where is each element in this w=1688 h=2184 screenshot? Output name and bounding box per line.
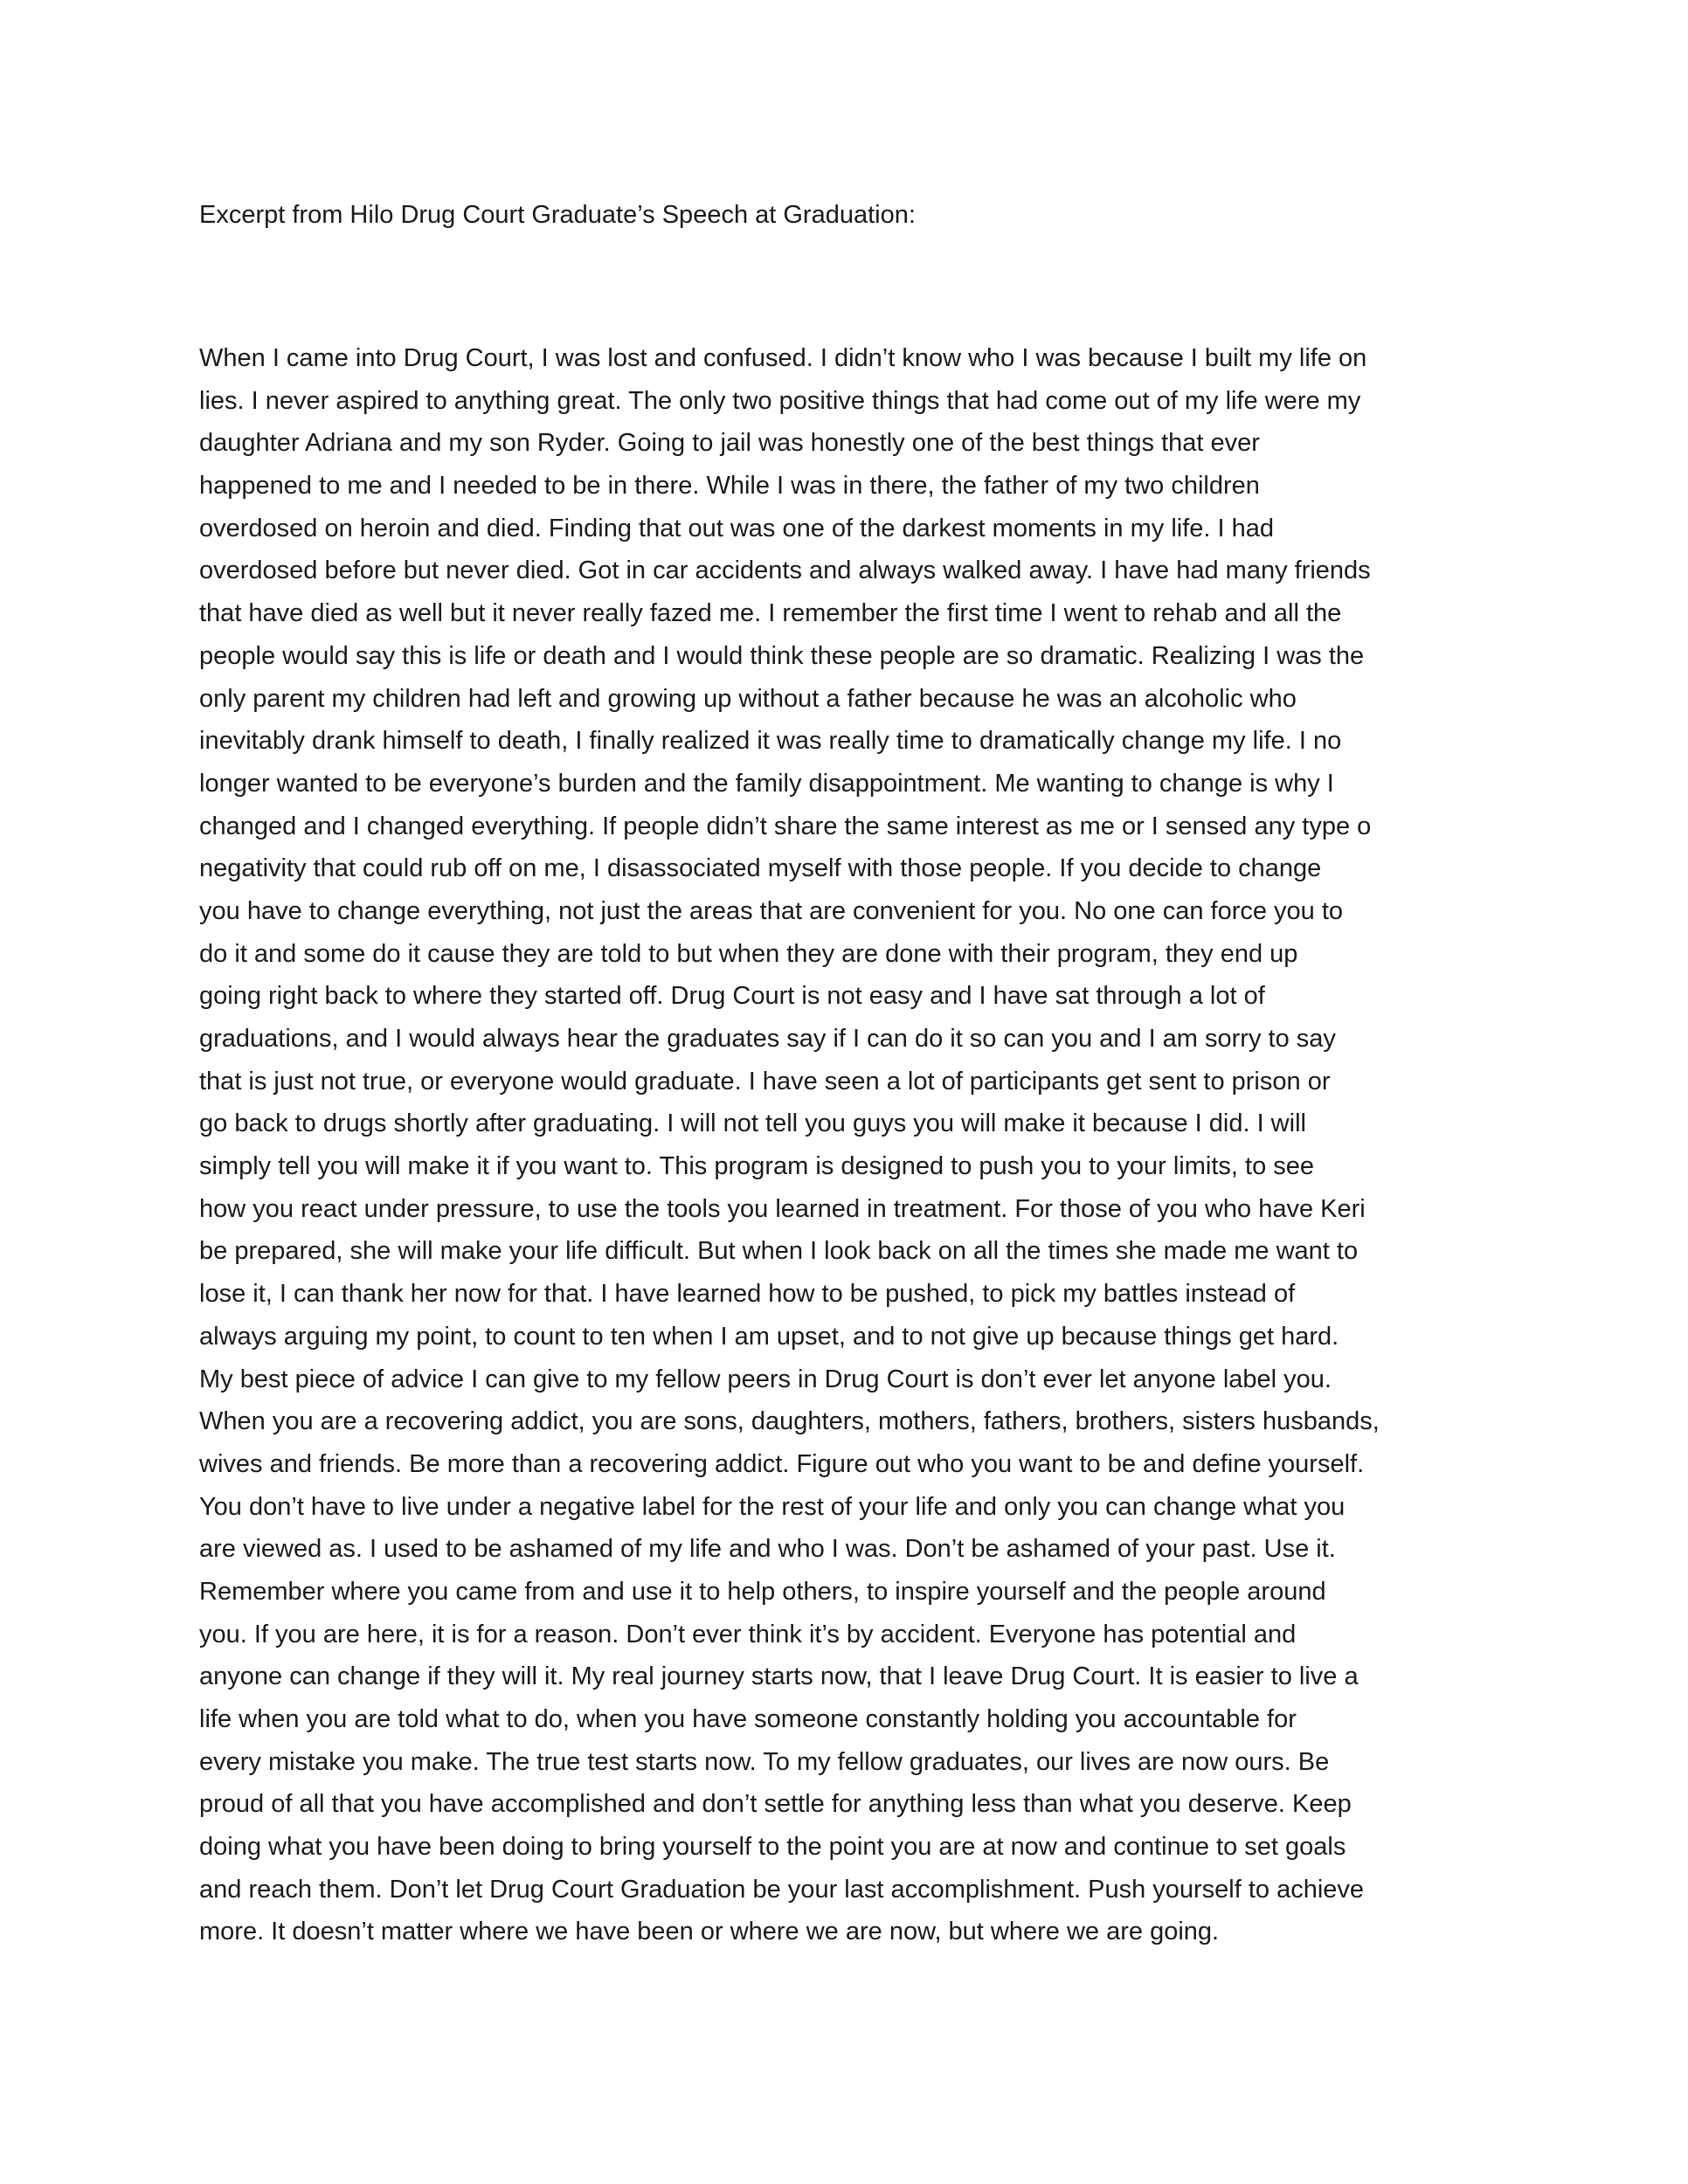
body-line: simply tell you will make it if you want to. This program is designed to push you to your limits, to see [199, 1152, 1315, 1181]
body-line: Remember where you came from and use it to help others, to inspire yourself and the people around [199, 1577, 1326, 1606]
body-line: always arguing my point, to count to ten when I am upset, and to not give up because things get hard. [199, 1322, 1339, 1351]
document-title: Excerpt from Hilo Drug Court Graduate’s Speech at Graduation: [199, 201, 916, 229]
body-line: inevitably drank himself to death, I finally realized it was really time to dramatically change my life. I no [199, 727, 1342, 756]
body-line: doing what you have been doing to bring yourself to the point you are at now and continue to set goals [199, 1833, 1346, 1862]
body-line: overdosed before but never died. Got in car accidents and always walked away. I have had many friends [199, 556, 1371, 585]
body-line: be prepared, she will make your life difficult. But when I look back on all the times she made me want to [199, 1237, 1359, 1266]
body-line: You don’t have to live under a negative label for the rest of your life and only you can change what you [199, 1492, 1346, 1521]
body-line: go back to drugs shortly after graduating. I will not tell you guys you will make it because I did. I will [199, 1109, 1306, 1138]
body-line: anyone can change if they will it. My real journey starts now, that I leave Drug Court. It is easier to live a [199, 1662, 1359, 1691]
body-line: you. If you are here, it is for a reason. Don’t ever think it’s by accident. Everyone has potential and [199, 1620, 1297, 1648]
body-line: happened to me and I needed to be in there. While I was in there, the father of my two children [199, 472, 1260, 501]
body-line: lies. I never aspired to anything great. The only two positive things that had come out of my life were my [199, 386, 1361, 415]
body-line: more. It doesn’t matter where we have been or where we are now, but where we are going. [199, 1918, 1220, 1946]
body-line: are viewed as. I used to be ashamed of my life and who I was. Don’t be ashamed of your past. Use it. [199, 1535, 1336, 1564]
body-line: daughter Adriana and my son Ryder. Going to jail was honestly one of the best things that ever [199, 429, 1260, 458]
body-line: lose it, I can thank her now for that. I have learned how to be pushed, to pick my battles instead of [199, 1280, 1296, 1309]
body-line: only parent my children had left and growing up without a father because he was an alcoholic who [199, 684, 1297, 713]
body-line: changed and I changed everything. If people didn’t share the same interest as me or I sensed any type o [199, 812, 1372, 840]
body-line: do it and some do it cause they are told to but when they are done with their program, they end up [199, 939, 1298, 968]
body-line: that have died as well but it never really fazed me. I remember the first time I went to rehab and all the [199, 599, 1342, 628]
speech-body [199, 337, 1527, 1953]
body-line: graduations, and I would always hear the graduates say if I can do it so can you and I am sorry to say [199, 1025, 1336, 1053]
body-line: you have to change everything, not just the areas that are convenient for you. No one can force you to [199, 896, 1344, 925]
body-line: going right back to where they started off. Drug Court is not easy and I have sat through a lot of [199, 982, 1265, 1011]
body-line: When I came into Drug Court, I was lost and confused. I didn’t know who I was because I built my life on [199, 344, 1367, 372]
body-line: overdosed on heroin and died. Finding that out was one of the darkest moments in my life. I had [199, 514, 1275, 543]
body-line: life when you are told what to do, when you have someone constantly holding you accountable for [199, 1705, 1297, 1733]
body-line: and reach them. Don’t let Drug Court Graduation be your last accomplishment. Push yourself to achieve [199, 1875, 1365, 1904]
body-line: that is just not true, or everyone would graduate. I have seen a lot of participants get sent to prison or [199, 1067, 1331, 1095]
body-line: longer wanted to be everyone’s burden and the family disappointment. Me wanting to change is why I [199, 769, 1334, 798]
body-line: proud of all that you have accomplished and don’t settle for anything less than what you deserve. Keep [199, 1790, 1352, 1819]
body-line: My best piece of advice I can give to my fellow peers in Drug Court is don’t ever let anyone label you. [199, 1365, 1332, 1393]
body-line: wives and friends. Be more than a recovering addict. Figure out who you want to be and define yourself. [199, 1449, 1365, 1478]
body-line: When you are a recovering addict, you are sons, daughters, mothers, fathers, brothers, sisters husbands, [199, 1407, 1380, 1436]
body-line: every mistake you make. The true test starts now. To my fellow graduates, our lives are now ours. Be [199, 1747, 1330, 1776]
body-line: how you react under pressure, to use the tools you learned in treatment. For those of you who have Keri [199, 1194, 1366, 1223]
body-line: people would say this is life or death and I would think these people are so dramatic. Realizing I was the [199, 641, 1365, 670]
body-line: negativity that could rub off on me, I disassociated myself with those people. If you decide to change [199, 854, 1322, 883]
